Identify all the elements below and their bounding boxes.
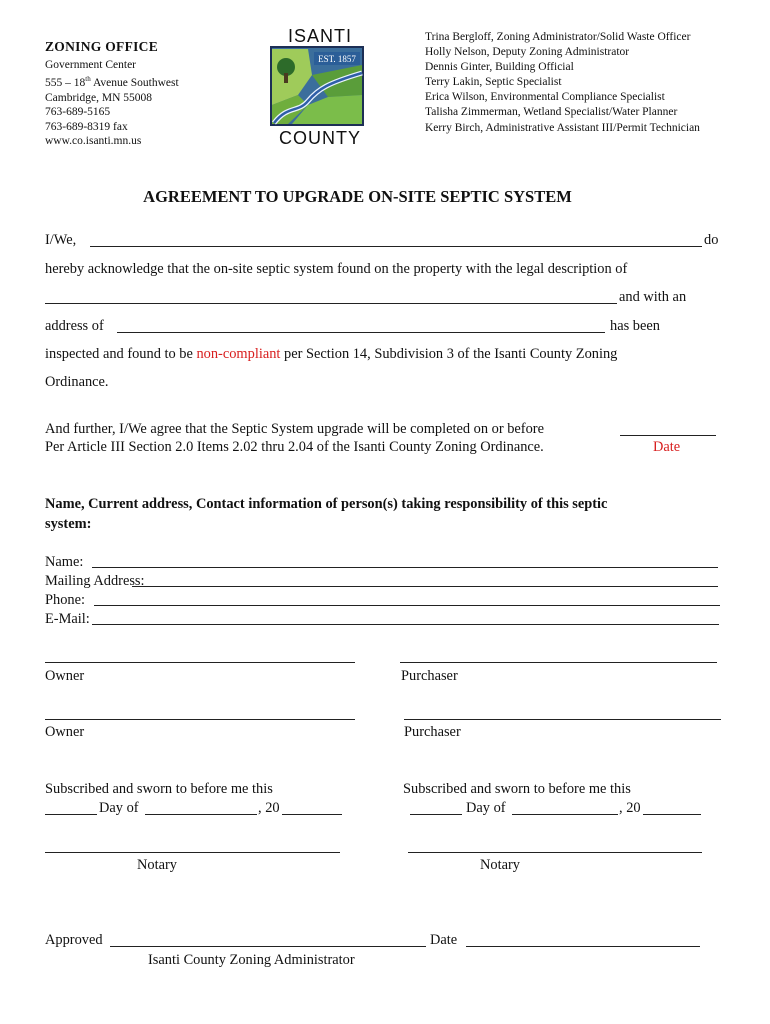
- purchaser-label: Purchaser: [401, 668, 458, 684]
- subscribed-text: Subscribed and sworn to before me this: [45, 781, 273, 797]
- approved-label: Approved: [45, 932, 103, 948]
- office-address: [45, 72, 179, 90]
- day-of-label: Day of: [99, 800, 139, 816]
- inspected-pre: inspected and found to be: [45, 346, 197, 362]
- subscribed-text: Subscribed and sworn to before me this: [403, 781, 631, 797]
- has-been-label: has been: [610, 318, 660, 334]
- notary-signature-line[interactable]: [45, 852, 340, 853]
- owner-signature-line[interactable]: [45, 662, 355, 663]
- logo-title-bottom: COUNTY: [279, 128, 361, 148]
- approval-date-label: Date: [430, 932, 458, 948]
- staff-member: Talisha Zimmerman, Wetland Specialist/Water Planner: [425, 106, 678, 119]
- staff-list: [425, 30, 700, 136]
- address-blank-line[interactable]: [117, 332, 605, 333]
- month-blank-line[interactable]: [512, 814, 618, 815]
- legal-description-line[interactable]: [45, 303, 617, 304]
- email-label: E-Mail:: [45, 611, 90, 627]
- owner-label: Owner: [45, 668, 85, 684]
- year-blank-line[interactable]: [282, 814, 342, 815]
- name-field-line[interactable]: [92, 567, 718, 568]
- mailing-label: Mailing Address:: [45, 573, 145, 589]
- year-blank-line[interactable]: [643, 814, 701, 815]
- owner-signature-line[interactable]: [45, 719, 355, 720]
- staff-member: Holly Nelson, Deputy Zoning Administrator: [425, 46, 630, 59]
- staff-member: Terry Lakin, Septic Specialist: [425, 76, 562, 89]
- approved-signature-line[interactable]: [110, 946, 426, 947]
- notary-signature-line[interactable]: [408, 852, 702, 853]
- date-label-red: Date: [653, 439, 681, 455]
- purchaser-label: Purchaser: [404, 724, 461, 740]
- further-text: And further, I/We agree that the Septic System upgrade will be completed on or before: [45, 421, 544, 437]
- purchaser-signature-line[interactable]: [400, 662, 717, 663]
- acknowledge-text: hereby acknowledge that the on-site septic system found on the property with the legal description of: [45, 261, 628, 277]
- name-label: Name:: [45, 554, 84, 570]
- address-part: Avenue Southwest: [90, 77, 179, 90]
- day-blank-line[interactable]: [410, 814, 462, 815]
- day-of-label: Day of: [466, 800, 506, 816]
- contact-heading: Name, Current address, Contact information of person(s) taking responsibility of this septic: [45, 496, 608, 512]
- office-website: www.co.isanti.mn.us: [45, 135, 142, 148]
- purchaser-signature-line[interactable]: [404, 719, 721, 720]
- and-with-label: and with an: [619, 289, 687, 305]
- administrator-label: Isanti County Zoning Administrator: [148, 952, 355, 968]
- completion-date-line[interactable]: [620, 435, 716, 436]
- office-city: Cambridge, MN 55008: [45, 91, 153, 104]
- notary-label: Notary: [137, 857, 177, 873]
- address-of-label: address of: [45, 318, 104, 334]
- inspected-text: [45, 346, 617, 363]
- office-phone: 763-689-5165: [45, 106, 111, 119]
- contact-heading-cont: system:: [45, 516, 92, 532]
- logo-title-top: ISANTI: [287, 26, 353, 46]
- iwe-label: I/We,: [45, 232, 77, 248]
- owner-label: Owner: [45, 724, 85, 740]
- approval-date-line[interactable]: [466, 946, 700, 947]
- email-field-line[interactable]: [92, 624, 719, 625]
- isanti-county-logo: [268, 25, 372, 149]
- month-blank-line[interactable]: [145, 814, 257, 815]
- zoning-office-block: [45, 40, 179, 149]
- address-part: 555 – 18: [45, 77, 86, 90]
- staff-member: Dennis Ginter, Building Official: [425, 61, 574, 74]
- ordinance-text: Ordinance.: [45, 374, 109, 390]
- logo-est: EST. 1857: [318, 54, 356, 64]
- office-line: Government Center: [45, 58, 137, 71]
- office-title: ZONING OFFICE: [45, 39, 159, 54]
- mailing-field-line[interactable]: [132, 586, 718, 587]
- document-title: AGREEMENT TO UPGRADE ON-SITE SEPTIC SYSTEM: [143, 187, 572, 206]
- phone-label: Phone:: [45, 592, 85, 608]
- notary-label: Notary: [480, 857, 520, 873]
- county-logo-graphic: [268, 25, 372, 149]
- staff-member: Trina Bergloff, Zoning Administrator/Solid Waste Officer: [425, 31, 691, 43]
- do-label: do: [704, 232, 719, 248]
- inspected-post: per Section 14, Subdivision 3 of the Isanti County Zoning: [280, 346, 618, 362]
- staff-member: Erica Wilson, Environmental Compliance Specialist: [425, 91, 665, 104]
- address-sup: th: [85, 75, 91, 84]
- staff-member: Kerry Birch, Administrative Assistant III/Permit Technician: [425, 121, 700, 134]
- office-fax: 763-689-8319 fax: [45, 120, 128, 133]
- noncompliant-text: non-compliant: [196, 346, 281, 362]
- phone-field-line[interactable]: [94, 605, 720, 606]
- name-blank-line[interactable]: [90, 246, 702, 247]
- per-article-text: Per Article III Section 2.0 Items 2.02 thru 2.04 of the Isanti County Zoning Ordinance.: [45, 439, 544, 455]
- year-prefix-label: , 20: [619, 800, 641, 816]
- year-prefix-label: , 20: [258, 800, 280, 816]
- day-blank-line[interactable]: [45, 814, 97, 815]
